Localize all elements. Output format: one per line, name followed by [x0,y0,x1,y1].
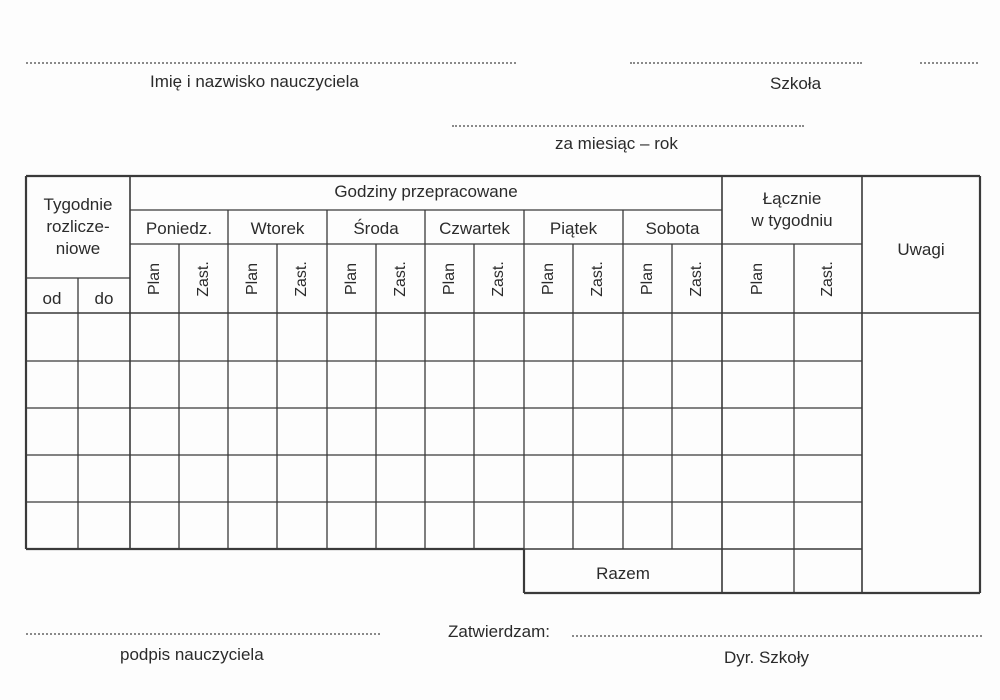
weekly-total-header: Łącznie w tygodniu [751,189,833,230]
approve-label: Zatwierdzam: [448,622,551,641]
substitution-label-day0: Zast. [194,261,212,297]
day-header-wednesday: Środa [353,219,399,238]
total-label: Razem [596,564,650,583]
school-label: Szkoła [770,74,822,93]
day-header-tuesday: Wtorek [250,219,305,238]
plan-label-day0: Plan [145,262,163,296]
weeks-header: Tygodnie rozlicze- niowe [43,195,113,258]
plan-label-day1: Plan [243,262,261,296]
day-header-saturday: Sobota [645,219,700,238]
plan-label-total: Plan [749,262,766,296]
director-signature-line[interactable] [572,635,982,637]
plan-label-day4: Plan [539,262,557,296]
teacher-signature-line[interactable] [26,633,380,635]
director-label: Dyr. Szkoły [724,648,810,667]
teacher-name-label: Imię i nazwisko nauczyciela [150,72,359,91]
substitution-label-day2: Zast. [391,261,409,297]
teacher-signature-label: podpis nauczyciela [120,645,264,664]
day-header-friday: Piątek [549,219,598,238]
to-header: do [94,289,114,308]
day-header-thursday: Czwartek [439,219,510,238]
month-year-label: za miesiąc – rok [555,134,678,153]
day-header-monday: Poniedz. [145,219,213,238]
substitution-label-day1: Zast. [293,261,310,297]
substitution-label-day3: Zast. [490,261,507,297]
hours-worked-header: Godziny przepracowane [334,182,518,201]
substitution-label-day4: Zast. [589,261,606,297]
substitution-label-day5: Zast. [688,261,705,297]
plan-label-day3: Plan [440,262,458,296]
plan-label-day2: Plan [342,262,360,296]
from-header: od [42,289,62,308]
remarks-header: Uwagi [897,240,945,259]
substitution-label-total: Zast. [819,261,836,297]
plan-label-day5: Plan [638,262,656,296]
